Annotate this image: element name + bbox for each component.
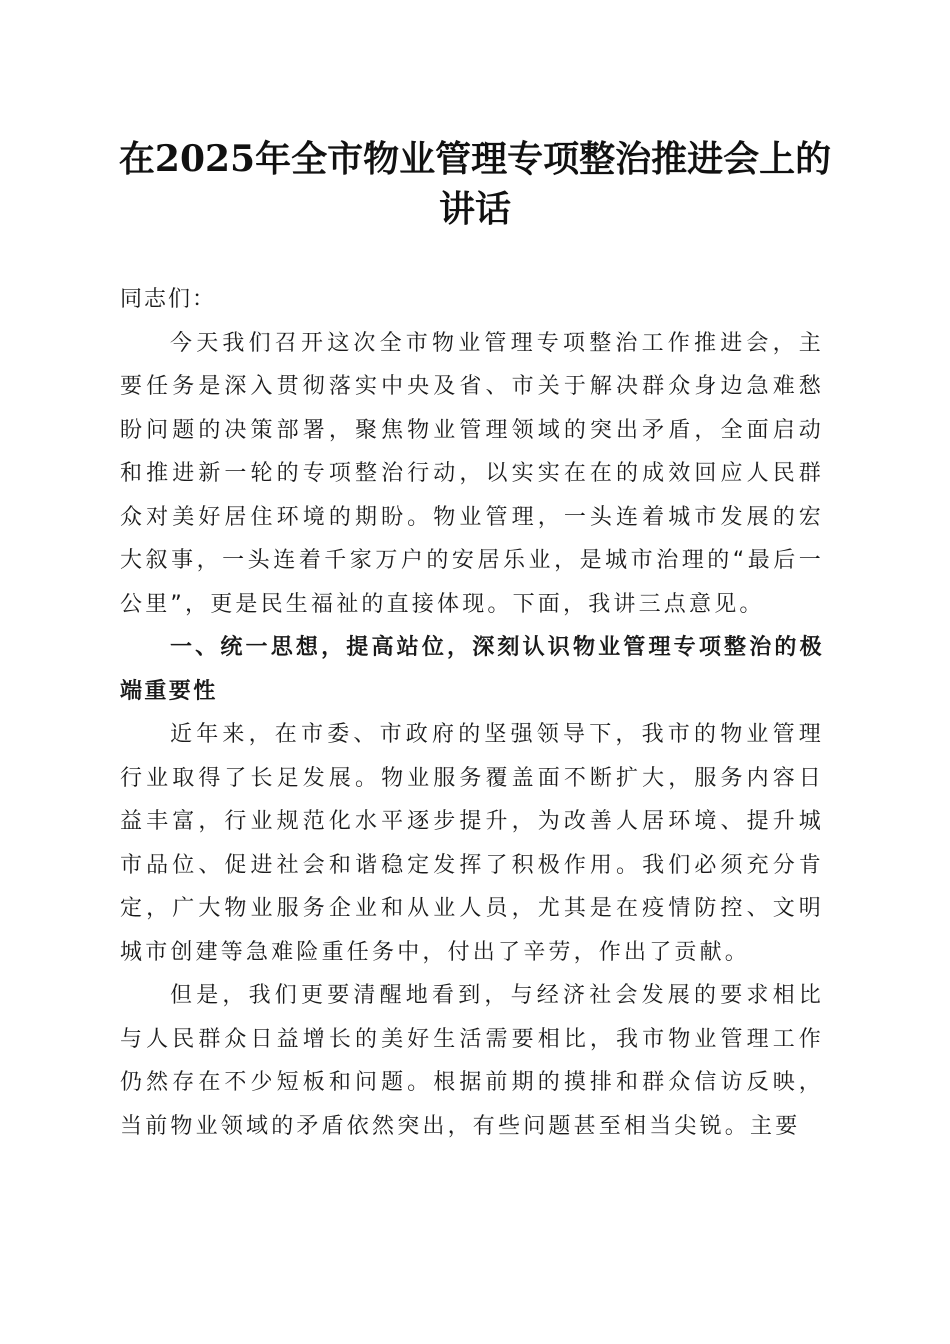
greeting: 同志们： bbox=[120, 287, 217, 312]
document-title bbox=[100, 134, 850, 234]
title-line-2: 讲话 bbox=[438, 188, 511, 230]
section-1-paragraph-1: 近年来，在市委、市政府的坚强领导下，我市的物业管理行业取得了长足发展。物业服务覆盖面不断扩大，服务内容日益丰富，行业规范化水平逐步提升，为改善人居环境、提升城市品位、促进社会和谐稳定发挥了积极作用。我们必须充分肯定，广大物业服务企业和从业人员，尤其是在疫情防控、文明城市创建等急难险重任务中，付出了辛劳，作出了贡献。 bbox=[120, 722, 824, 965]
section-1-paragraph-2: 但是，我们更要清醒地看到，与经济社会发展的要求相比与人民群众日益增长的美好生活需要相比，我市物业管理工作仍然存在不少短板和问题。根据前期的摸排和群众信访反映，当前物业领域的矛盾依然突出，有些问题甚至相当尖锐。主要 bbox=[120, 983, 824, 1139]
section-1-heading: 一、统一思想，提高站位，深刻认识物业管理专项整治的极端重要性 bbox=[120, 635, 824, 704]
title-line-1: 在2025年全市物业管理专项整治推进会上的 bbox=[118, 138, 832, 180]
intro-paragraph: 今天我们召开这次全市物业管理专项整治工作推进会，主要任务是深入贯彻落实中央及省、市关于解决群众身边急难愁盼问题的决策部署，聚焦物业管理领域的突出矛盾，全面启动和推进新一轮的专项整治行动，以实实在在的成效回应人民群众对美好居住环境的期盼。物业管理，一头连着城市发展的宏大叙事，一头连着千家万户的安居乐业，是城市治理的“最后一公里”，更是民生福祉的直接体现。下面，我讲三点意见。 bbox=[120, 330, 824, 617]
document-body bbox=[120, 278, 824, 1148]
